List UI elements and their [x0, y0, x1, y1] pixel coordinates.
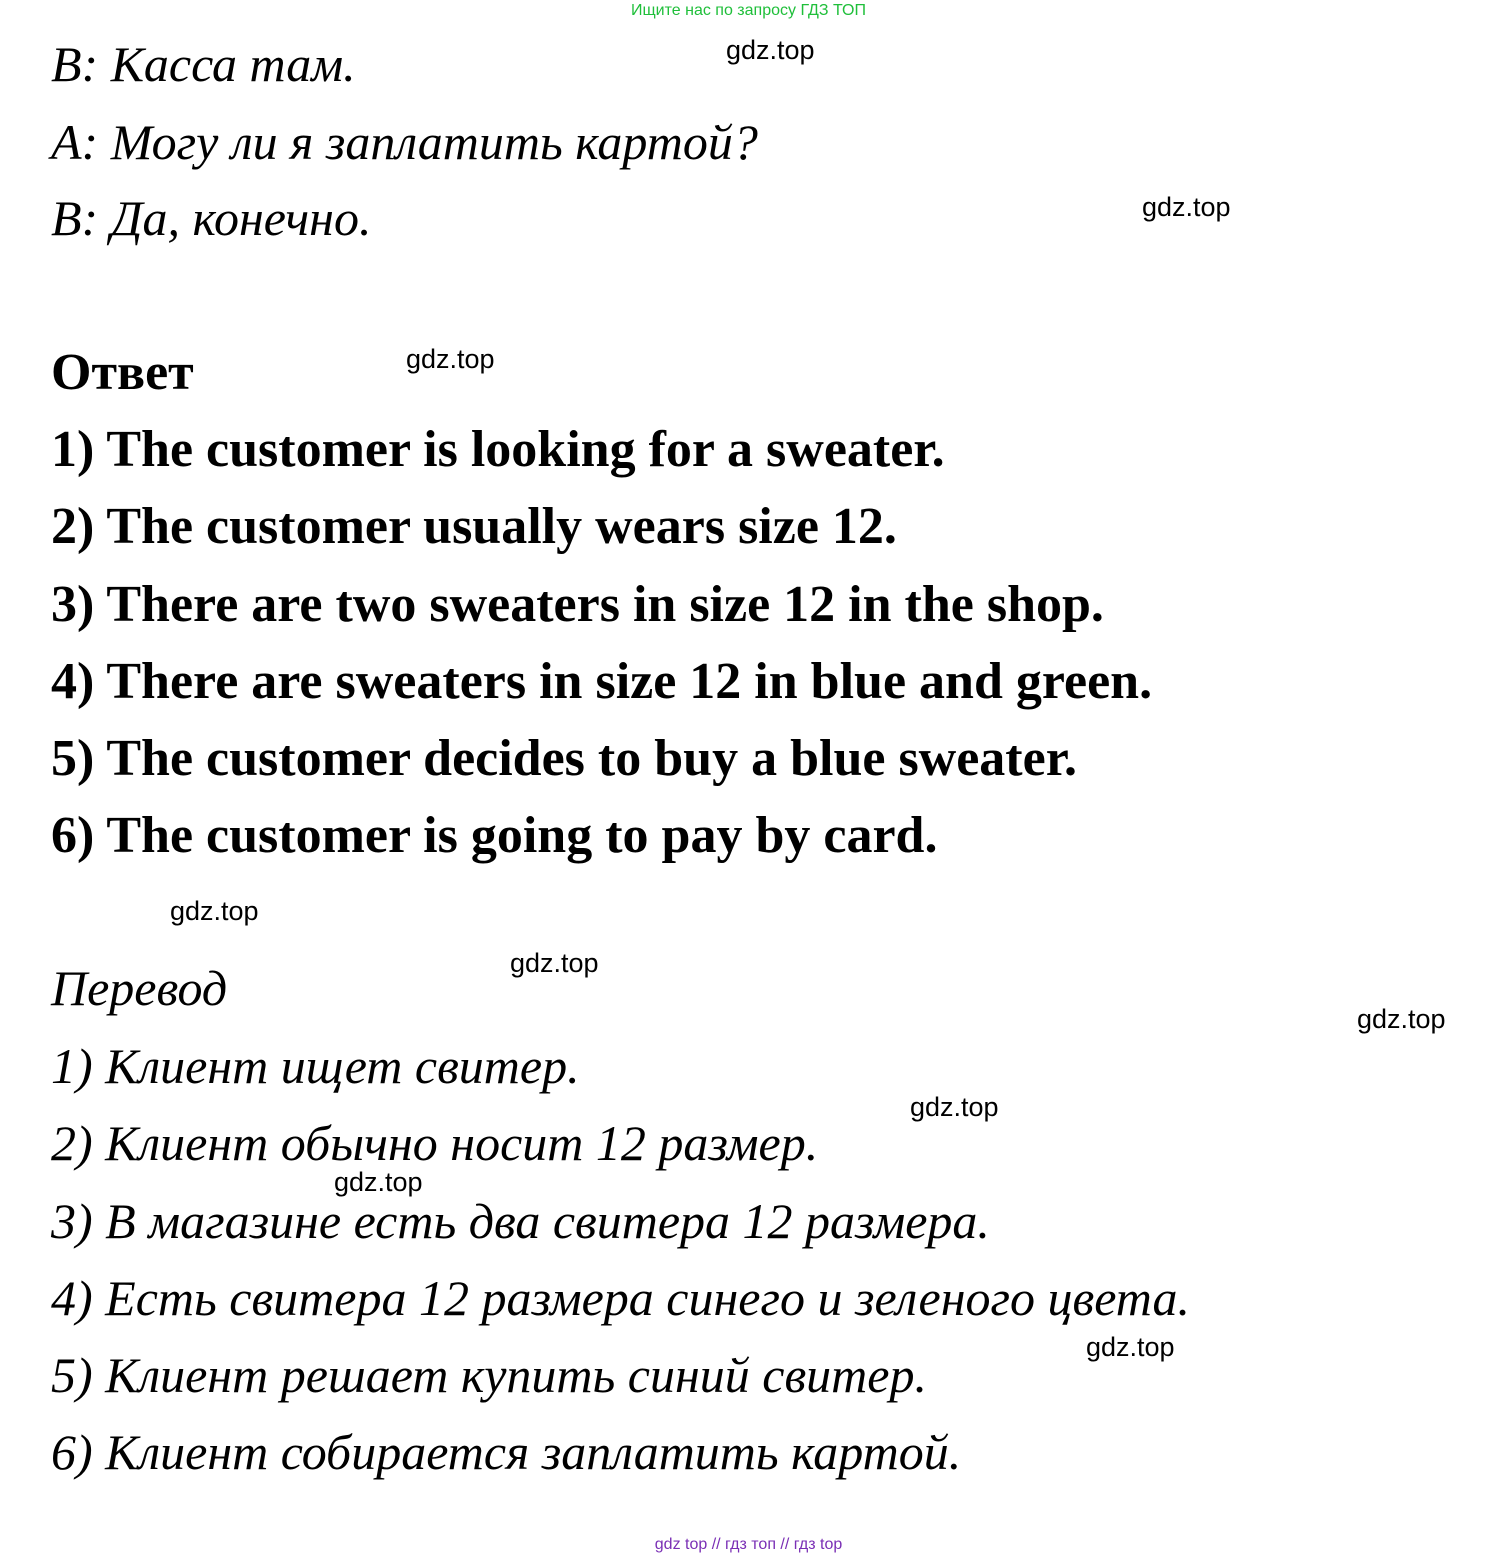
answer-line-2: 2) The customer usually wears size 12.	[51, 498, 897, 555]
watermark: gdz.top	[1086, 1332, 1175, 1362]
answer-line-1: 1) The customer is looking for a sweater.	[51, 421, 945, 478]
translation-line-4: 4) Есть свитера 12 размера синего и зеленого цвета.	[51, 1270, 1190, 1326]
dialog-line-3: B: Да, конечно.	[51, 190, 372, 246]
answer-line-6: 6) The customer is going to pay by card.	[51, 807, 938, 864]
watermark: gdz.top	[910, 1092, 999, 1122]
watermark: gdz.top	[406, 344, 495, 374]
top-banner[interactable]: Ищите нас по запросу ГДЗ ТОП	[631, 2, 866, 19]
dialog-line-1: B: Касса там.	[51, 36, 356, 92]
translation-line-1: 1) Клиент ищет свитер.	[51, 1038, 580, 1094]
translation-line-3: 3) В магазине есть два свитера 12 размера.	[51, 1193, 990, 1249]
watermark: gdz.top	[1142, 192, 1231, 222]
watermark: gdz.top	[334, 1167, 423, 1197]
watermark: gdz.top	[510, 948, 599, 978]
answer-line-5: 5) The customer decides to buy a blue sweater.	[51, 730, 1078, 787]
translation-line-6: 6) Клиент собирается заплатить картой.	[51, 1424, 962, 1480]
translation-line-2: 2) Клиент обычно носит 12 размер.	[51, 1115, 819, 1171]
watermark: gdz.top	[1357, 1004, 1446, 1034]
watermark: gdz.top	[726, 35, 815, 65]
translation-line-5: 5) Клиент решает купить синий свитер.	[51, 1347, 927, 1403]
watermark: gdz.top	[170, 896, 259, 926]
translation-heading: Перевод	[51, 960, 228, 1016]
answer-heading: Ответ	[51, 344, 194, 401]
footer-links[interactable]: gdz top // гдз топ // гдз top	[654, 1536, 843, 1553]
answer-line-4: 4) There are sweaters in size 12 in blue and green.	[51, 653, 1153, 710]
dialog-line-2: A: Могу ли я заплатить картой?	[51, 114, 758, 170]
answer-line-3: 3) There are two sweaters in size 12 in the shop.	[51, 576, 1104, 633]
